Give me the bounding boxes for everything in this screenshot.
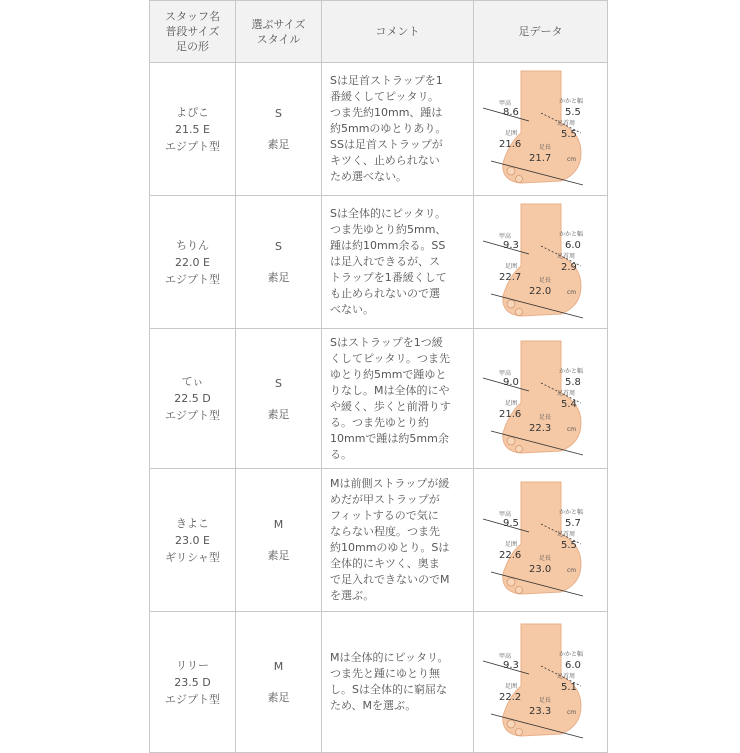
foot-data-cell xyxy=(474,469,608,612)
label-koukou: 甲高 xyxy=(498,369,511,377)
label-wide: かかと幅 xyxy=(558,231,583,238)
value-length: 23.0 xyxy=(528,564,551,575)
comment-line: トラップを1番緩くして xyxy=(330,271,447,284)
toe-shape xyxy=(507,300,515,308)
label-wide: かかと幅 xyxy=(558,509,583,516)
comment-line: Sはストラップを1つ緩 xyxy=(330,335,443,349)
comment-line: キツく、止められない xyxy=(330,154,440,167)
value-wide: 5.5 xyxy=(564,107,581,118)
staff-name: ちりん xyxy=(176,238,209,252)
value-length: 21.7 xyxy=(528,153,551,164)
value-ashiwa: 21.6 xyxy=(498,408,521,420)
comment-cell xyxy=(322,196,474,329)
foot-data-cell xyxy=(474,196,608,329)
comment-cell xyxy=(322,612,474,753)
comment-line: ため、Mを選ぶ。 xyxy=(330,699,417,712)
usual-size: 22.0 E xyxy=(175,255,210,269)
comment-line: 約5mmのゆとりあり。 xyxy=(330,122,447,135)
comment-line: し。Sは全体的に窮屈な xyxy=(330,683,447,696)
staff-name: てぃ xyxy=(181,375,204,388)
label-length: 足長 xyxy=(538,144,551,151)
style: 素足 xyxy=(267,271,290,284)
chosen-size: S xyxy=(275,240,282,253)
table-row xyxy=(150,469,608,612)
foot-illustration xyxy=(502,482,580,594)
value-mid: 5.4 xyxy=(560,398,577,410)
value-ashiwa: 22.2 xyxy=(498,692,521,703)
value-length: 23.3 xyxy=(528,706,551,717)
value-koukou: 8.6 xyxy=(502,107,519,118)
label-koukou: 甲高 xyxy=(498,653,511,660)
value-koukou: 9.3 xyxy=(502,240,519,251)
label-mid: 足首周 xyxy=(556,120,575,127)
toe-shape xyxy=(515,309,522,316)
header-comment: コメント xyxy=(322,1,474,63)
chosen-size: M xyxy=(273,660,284,673)
value-koukou: 9.3 xyxy=(502,660,519,671)
comment-line: つま先約10mm、踵は xyxy=(330,106,443,119)
table-row xyxy=(150,612,608,753)
value-ashiwa: 22.6 xyxy=(498,550,521,561)
foot-illustration xyxy=(502,341,580,453)
usual-size: 23.0 E xyxy=(175,533,210,547)
staff-cell xyxy=(150,612,236,753)
staff-cell xyxy=(150,329,236,469)
staff-name: きよこ xyxy=(176,516,209,530)
table-row xyxy=(150,63,608,196)
comment-line: る。 xyxy=(330,447,352,461)
usual-size: 22.5 D xyxy=(174,392,211,405)
label-wide: かかと幅 xyxy=(558,367,583,375)
label-wide: かかと幅 xyxy=(558,98,583,105)
comment-line: 10mmで踵は約5mm余 xyxy=(330,431,449,445)
foot-diagram xyxy=(481,474,601,602)
comment-line: で足入れできないのでM xyxy=(330,573,450,586)
value-mid: 5.5 xyxy=(560,129,577,140)
label-ashiwa: 足囲 xyxy=(504,130,517,137)
comment-line: りなし。Mは全体的にや xyxy=(330,383,450,397)
foot-diagram xyxy=(481,616,601,744)
label-koukou: 甲高 xyxy=(498,233,511,240)
comment-cell xyxy=(322,329,474,469)
toe-shape xyxy=(515,587,522,594)
unit: cm xyxy=(566,289,576,296)
staff-name: リリー xyxy=(176,658,209,672)
foot-data-cell xyxy=(474,63,608,196)
value-wide: 6.0 xyxy=(564,240,581,251)
label-koukou: 甲高 xyxy=(498,511,511,518)
value-mid: 5.1 xyxy=(560,682,577,693)
foot-diagram xyxy=(481,63,601,191)
size-cell xyxy=(236,63,322,196)
usual-size: 21.5 E xyxy=(175,122,210,136)
label-length: 足長 xyxy=(538,277,551,284)
label-length: 足長 xyxy=(538,413,551,421)
foot-shape: エジプト型 xyxy=(165,272,220,286)
label-mid: 足首周 xyxy=(556,253,575,260)
label-ashiwa: 足囲 xyxy=(504,263,517,270)
comment-line: 約10mmのゆとり。Sは xyxy=(330,541,450,554)
value-wide: 5.7 xyxy=(564,518,581,529)
comment-line: べない。 xyxy=(330,303,374,316)
comment-cell xyxy=(322,469,474,612)
label-wide: かかと幅 xyxy=(558,651,583,658)
label-length: 足長 xyxy=(538,555,551,562)
value-length: 22.3 xyxy=(528,422,551,434)
staff-name: よぴこ xyxy=(176,105,209,119)
label-length: 足長 xyxy=(538,697,551,704)
toe-shape xyxy=(515,445,522,452)
comment-line: つま先と踵にゆとり無 xyxy=(330,667,440,680)
comment-line: を選ぶ。 xyxy=(330,589,375,602)
size-cell xyxy=(236,196,322,329)
label-ashiwa: 足囲 xyxy=(504,399,517,407)
staff-cell xyxy=(150,469,236,612)
comment-line: や緩く、歩くと前滑りす xyxy=(330,399,451,413)
comment-cell xyxy=(322,63,474,196)
comment-line: 踵は約10mm余る。SS xyxy=(330,239,446,252)
size-cell xyxy=(236,329,322,469)
comment-line: SSは足首ストラップが xyxy=(330,138,443,151)
usual-size: 23.5 D xyxy=(174,675,211,689)
header-row xyxy=(150,1,608,63)
value-mid: 2.9 xyxy=(560,262,577,273)
comment-line: も止められないので選 xyxy=(330,287,440,300)
comment-line: 番緩くしてピッタリ。 xyxy=(330,90,440,103)
foot-data-cell xyxy=(474,612,608,753)
comment-line: Mは全体的にピッタリ。 xyxy=(330,651,449,664)
style: 素足 xyxy=(267,138,290,151)
foot-shape: ギリシャ型 xyxy=(165,550,220,564)
size-cell xyxy=(236,469,322,612)
comment-line: つま先ゆとり約5mm、 xyxy=(330,223,447,236)
style: 素足 xyxy=(267,691,290,704)
value-ashiwa: 21.6 xyxy=(498,139,521,150)
label-koukou: 甲高 xyxy=(498,100,511,107)
toe-shape xyxy=(507,720,515,728)
comment-line: は足入れできるが、ス xyxy=(330,255,440,268)
comment-line: Mは前側ストラップが緩 xyxy=(330,477,450,490)
value-length: 22.0 xyxy=(528,286,551,297)
unit: cm xyxy=(566,567,576,574)
staff-cell xyxy=(150,63,236,196)
label-ashiwa: 足囲 xyxy=(504,541,517,548)
toe-shape xyxy=(507,167,515,175)
foot-illustration xyxy=(502,624,580,736)
comment-line: フィットするので気に xyxy=(330,509,439,522)
value-wide: 5.8 xyxy=(564,376,581,388)
foot-shape: エジプト型 xyxy=(165,692,220,706)
size-cell xyxy=(236,612,322,753)
foot-illustration xyxy=(502,204,580,316)
label-mid: 足首周 xyxy=(556,531,575,538)
value-wide: 6.0 xyxy=(564,660,581,671)
foot-diagram xyxy=(481,333,601,461)
toe-shape xyxy=(515,176,522,183)
comment-line: くしてピッタリ。つま先 xyxy=(330,351,451,365)
comment-line: ゆとり約5mmで踵ゆと xyxy=(330,367,447,381)
header-staff: スタッフ名 普段サイズ 足の形 xyxy=(150,1,236,63)
staff-cell xyxy=(150,196,236,329)
foot-shape: エジプト型 xyxy=(165,139,220,153)
header-foot-data: 足データ xyxy=(474,1,608,63)
foot-diagram xyxy=(481,196,601,324)
header-size: 選ぶサイズ スタイル xyxy=(236,1,322,63)
size-comparison-table xyxy=(149,0,608,753)
foot-shape: エジプト型 xyxy=(165,409,220,422)
chosen-size: S xyxy=(275,376,282,390)
comment-line: Sは足首ストラップを1 xyxy=(330,74,443,87)
toe-shape xyxy=(507,437,515,445)
label-mid: 足首周 xyxy=(556,389,575,397)
style: 素足 xyxy=(267,407,290,421)
table-row xyxy=(150,329,608,469)
unit: cm xyxy=(566,709,576,716)
unit: cm xyxy=(566,425,576,433)
comment-line: る。つま先ゆとり約 xyxy=(330,415,429,429)
unit: cm xyxy=(566,156,576,163)
comment-line: Sは全体的にピッタリ。 xyxy=(330,207,446,220)
foot-data-cell xyxy=(474,329,608,469)
comment-line: ならない程度。つま先 xyxy=(330,525,440,538)
foot-illustration xyxy=(502,71,580,183)
comment-line: ため選べない。 xyxy=(330,170,407,183)
table-row xyxy=(150,196,608,329)
comment-line: めだが甲ストラップが xyxy=(330,493,440,506)
value-mid: 5.5 xyxy=(560,540,577,551)
comment-line: 全体的にキツく、奥ま xyxy=(330,557,440,570)
value-koukou: 9.0 xyxy=(502,376,519,388)
toe-shape xyxy=(507,578,515,586)
label-ashiwa: 足囲 xyxy=(504,683,517,690)
label-mid: 足首周 xyxy=(556,673,575,680)
chosen-size: S xyxy=(275,107,282,120)
value-koukou: 9.5 xyxy=(502,518,519,529)
value-ashiwa: 22.7 xyxy=(498,272,521,283)
style: 素足 xyxy=(267,549,290,562)
toe-shape xyxy=(515,729,522,736)
chosen-size: M xyxy=(273,518,284,531)
